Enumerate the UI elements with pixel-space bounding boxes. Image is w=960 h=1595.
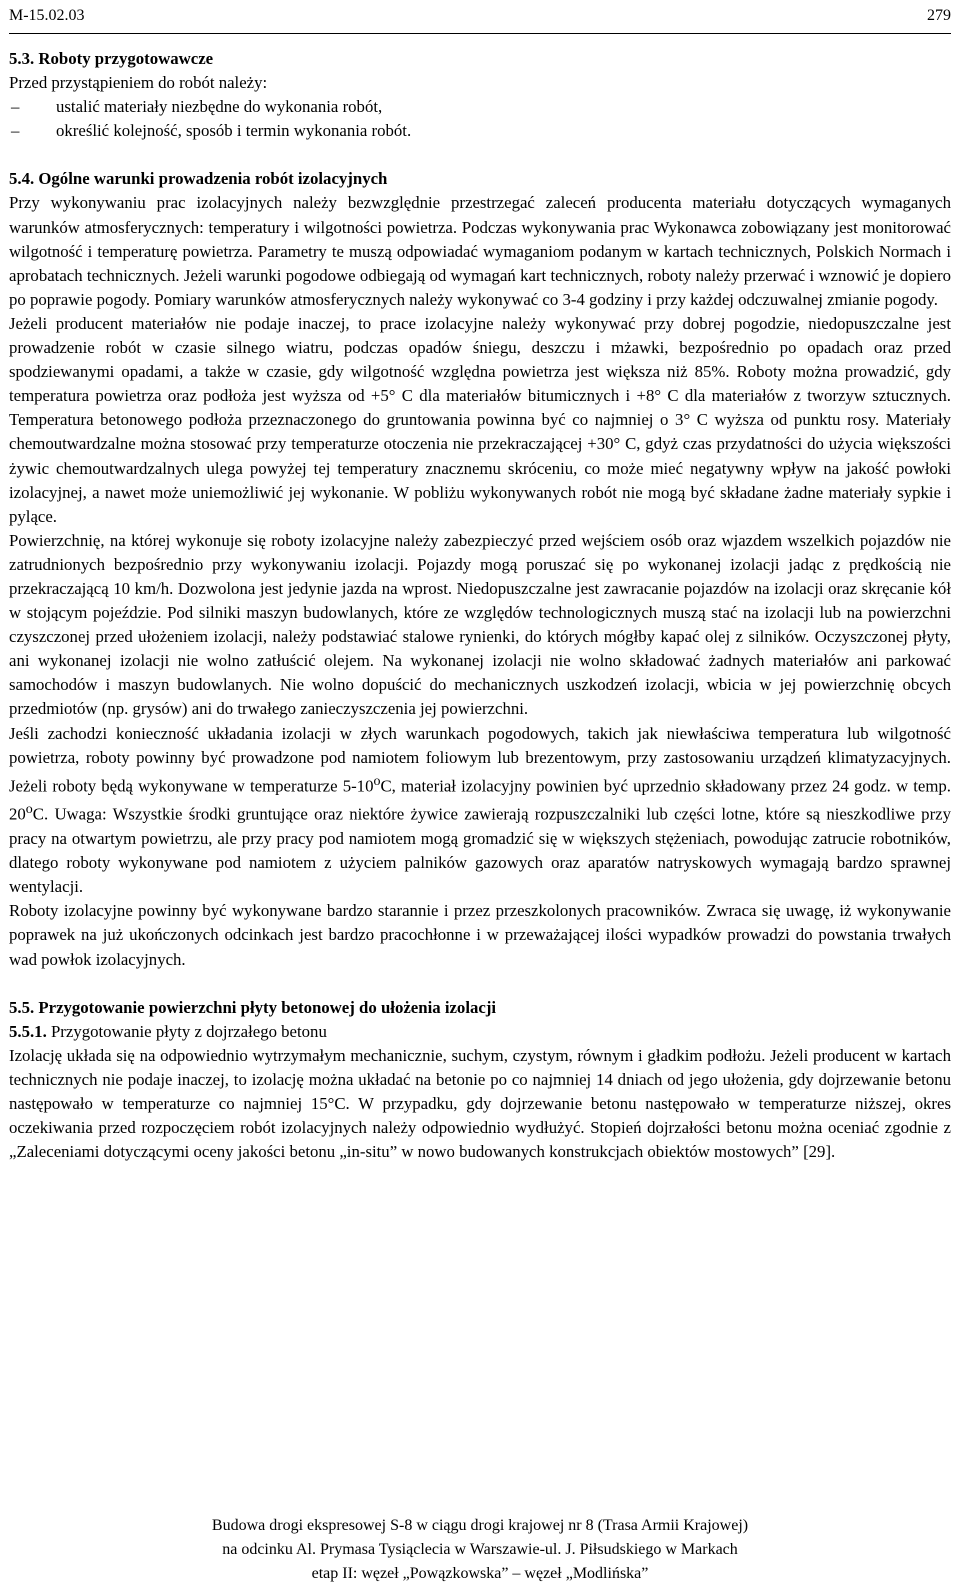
page-footer xyxy=(0,1514,960,1586)
paragraph: Powierzchnię, na której wykonuje się roboty izolacyjne należy zabezpieczyć przed wejściem osób oraz wjazdem wszelkich pojazdów nie zatrudnionych bezpośrednio przy wykonywaniu izolacji. Pojazdy mogą poruszać się po wykonanej izolacji jadąc z prędkością nie przekraczającą 10 km/h. Dozwolona jest jedynie jazda na wprost. Niedopuszczalne jest zawracanie pojazdów na izolacji oraz skręcanie kół w stojącym pojeździe. Pod silniki maszyn budowlanych, które ze względów technologicznych muszą stać na izolacji lub na powierzchni czyszczonej przed ułożeniem izolacji, należy podstawiać stalowe rynienki, do których mógłby kapać olej z silników. Oczyszczonej płyty, ani wykonanej izolacji nie wolno zatłuścić olejem. Na wykonanej izolacji nie wolno składować żadnych materiałów ani parkować samochodów i maszyn budowlanych. Nie wolno dopuścić do mechanicznych uszkodzeń izolacji, wbicia w jej powierzchnię obcych przedmiotów (np. grysów) ani do trwałego zanieczyszczenia jej powierzchni. xyxy=(9,530,951,719)
page-header xyxy=(9,6,951,32)
page-number: 279 xyxy=(927,7,951,24)
degree-superscript: o xyxy=(25,802,33,818)
page-content xyxy=(9,47,951,1164)
list-item-text: ustalić materiały niezbędne do wykonania robót, xyxy=(56,97,383,117)
footer-line: na odcinku Al. Prymasa Tysiąclecia w Warszawie-ul. J. Piłsudskiego w Markach xyxy=(222,1541,738,1558)
dash-bullet: – xyxy=(11,121,20,141)
subsection-title: Przygotowanie płyty z dojrzałego betonu xyxy=(46,1021,327,1041)
list-item xyxy=(9,95,951,119)
subsection-number: 5.5.1. xyxy=(9,1021,47,1041)
list-item-text: określić kolejność, sposób i termin wykonania robót. xyxy=(56,121,412,141)
paragraph: Przy wykonywaniu prac izolacyjnych należy bezwzględnie przestrzegać zaleceń producenta materiału dotyczących wymaganych warunków atmosferycznych: temperatury i wilgotności powietrza. Podczas wykonywania prac Wykonawca zobowiązany jest monitorować wilgotność i temperaturę powietrza. Parametry te muszą odpowiadać wymaganiom podanym w kartach technicznych, Polskich Normach i aprobatach technicznych. Jeżeli warunki pogodowe odbiegają od wymagań kart technicznych, roboty należy przerwać i wznowić je dopiero po poprawie pogody. Pomiary warunków atmosferycznych należy wykonywać co 3-4 godziny i przy każdej odczuwalnej zmianie pogody. xyxy=(9,193,951,309)
footer-line: etap II: węzeł „Powązkowska” – węzeł „Modlińska” xyxy=(311,1565,649,1582)
footer-line: Budowa drogi ekspresowej S-8 w ciągu drogi krajowej nr 8 (Trasa Armii Krajowej) xyxy=(211,1517,749,1534)
degree-superscript: o xyxy=(373,773,381,789)
header-rule xyxy=(9,33,951,34)
document-code: M-15.02.03 xyxy=(9,7,85,24)
paragraph: Jeżeli producent materiałów nie podaje inaczej, to prace izolacyjne należy wykonywać przy dobrej pogodzie, niedopuszczalne jest prowadzenie robót w czasie silnego wiatru, podczas opadów śniegu, deszczu i mżawki, bezpośrednio po opadach oraz przed spodziewanymi opadami, a także w czasie, gdy wilgotność względna powietrza jest większa niż 85%. Roboty można prowadzić, gdy temperatura powietrza oraz podłoża jest wyższa od +5° C dla materiałów bitumicznych i +8° C dla materiałów z tworzyw sztucznych. Temperatura betonowego podłoża przeznaczonego do gruntowania powinna być co najmniej o 3° C wyższa od punktu rosy. Materiały chemoutwardzalne można stosować przy temperaturze otoczenia nie przekraczającej +30° C, gdyż czas przydatności do użycia większości żywic chemoutwardzalnych ulega powyżej tej temperatury znacznemu skróceniu, co może mieć negatywny wpływ na jakość powłoki izolacyjnej, a nawet może uniemożliwić jej wykonanie. W pobliżu wykonywanych robót nie mogą być składane żadne materiały sypkie i pylące. xyxy=(9,313,951,526)
paragraph-text: C, materiał izolacyjny powinien być uprzednio składowany przez 24 godz. w temp. 20 xyxy=(9,776,951,824)
paragraph: Izolację układa się na odpowiednio wytrzymałym mechanicznie, suchym, czystym, równym i gładkim podłożu. Jeżeli producent w kartach technicznych nie podaje inaczej, to izolację można układać na betonie po co najmniej 14 dniach od jego ułożenia, gdy dojrzewanie betonu następowało w temperaturze co najmniej 15°C. W przypadku, gdy dojrzewanie betonu następowało w temperaturze niższej, okres oczekiwania przed rozpoczęciem robót izolacyjnych należy odpowiednio wydłużyć. Stopień dojrzałości betonu można oceniać zgodnie z „Zaleceniami dotyczącymi oceny jakości betonu „in-situ” w nowo budowanych konstrukcjach obiektów mostowych” [29]. xyxy=(9,1045,951,1162)
section-5-3-intro: Przed przystąpieniem do robót należy: xyxy=(9,73,268,93)
section-5-5-heading: 5.5. Przygotowanie powierzchni płyty betonowej do ułożenia izolacji xyxy=(9,997,497,1017)
paragraph-text: C. Uwaga: Wszystkie środki gruntujące oraz niektóre żywice zawierają rozpuszczalniki lub części lotne, które są nieszkodliwe przy pracy na otwartym powietrzu, ale przy pracy pod namiotem mogą gromadzić się w większych stężeniach, powodując zatrucie robotników, dlatego roboty wykonywane pod namiotem z użyciem palników gazowych oraz aparatów natryskowych wymagają bardzo sprawnej wentylacji. xyxy=(9,805,951,897)
paragraph: Roboty izolacyjne powinny być wykonywane bardzo starannie i przez przeszkolonych pracowników. Zwraca się uwagę, iż wykonywanie poprawek na już ukończonych odcinkach jest bardzo pracochłonne i w przeważającej ilości wypadków prowadzi do powstania trwałych wad powłok izolacyjnych. xyxy=(9,901,951,969)
section-5-5-1-heading xyxy=(9,1020,951,1044)
paragraph-text: Jeśli zachodzi konieczność układania izolacji w złych warunkach pogodowych, takich jak niewłaściwa temperatura lub wilgotność powietrza, roboty powinny być prowadzone pod namiotem foliowym lub brezentowym, przy zastosowaniu urządzeń klimatyzacyjnych. Jeżeli roboty będą wykonywane w temperaturze 5-10 xyxy=(9,723,951,796)
section-5-3-list xyxy=(9,95,951,143)
section-5-4-heading: 5.4. Ogólne warunki prowadzenia robót izolacyjnych xyxy=(9,169,388,189)
dash-bullet: – xyxy=(11,97,20,117)
list-item xyxy=(9,119,951,143)
paragraph xyxy=(9,722,951,900)
spacer xyxy=(9,972,951,996)
spacer xyxy=(9,143,951,167)
section-5-3-heading: 5.3. Roboty przygotowawcze xyxy=(9,49,214,68)
